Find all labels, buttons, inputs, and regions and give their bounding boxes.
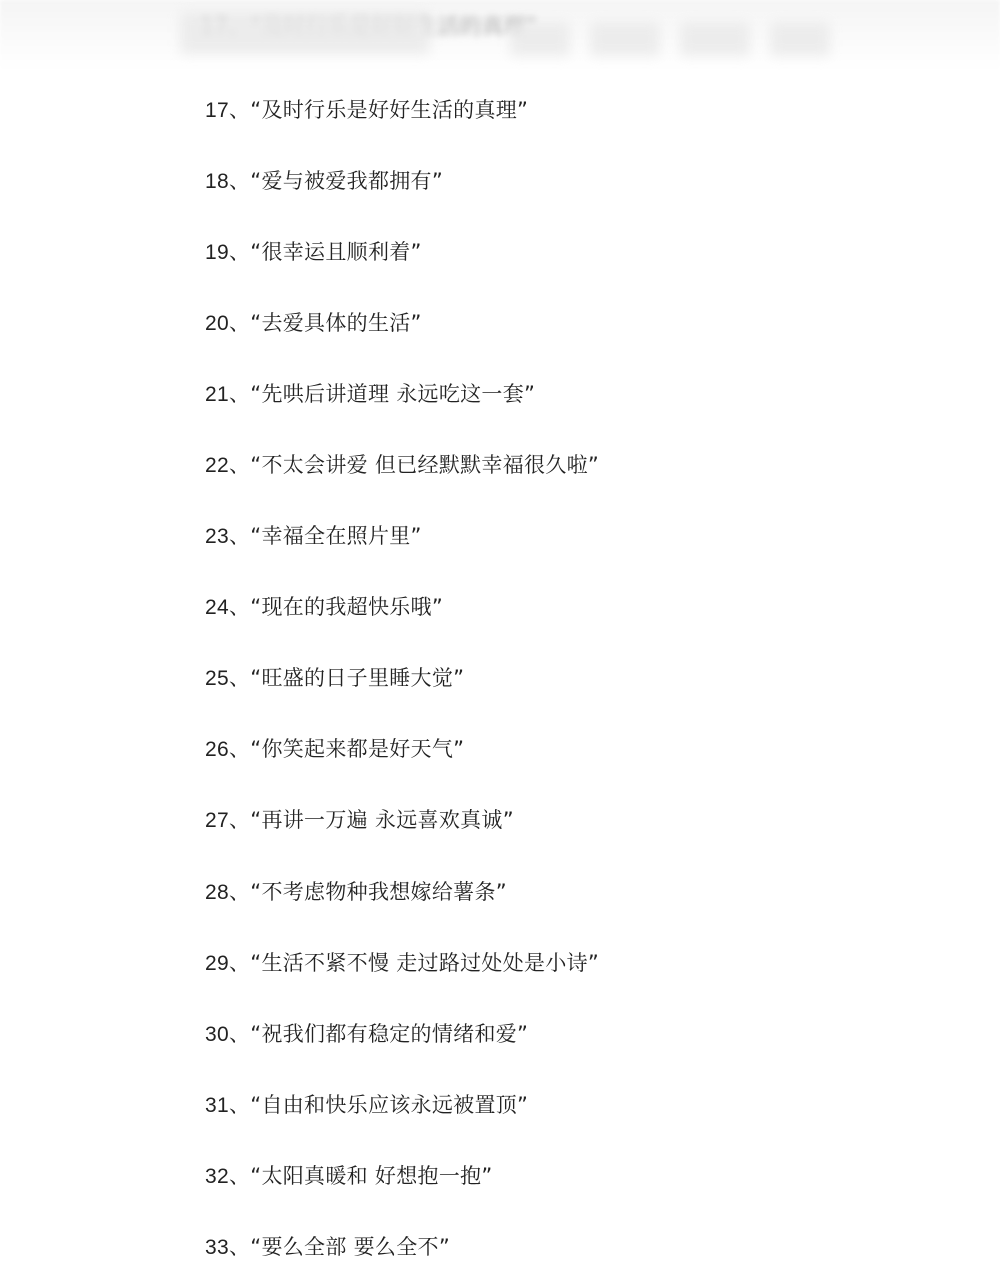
item-text: “要么全部 要么全不” xyxy=(250,1235,450,1260)
list-item xyxy=(205,784,965,855)
item-text: “很幸运且顺利着” xyxy=(250,239,422,264)
item-text: “及时行乐是好好生活的真理” xyxy=(250,97,529,122)
blurred-block xyxy=(590,22,660,56)
item-text: “祝我们都有稳定的情绪和爱” xyxy=(250,1021,529,1046)
item-text: “不考虑物种我想嫁给薯条” xyxy=(250,879,507,904)
item-text: “生活不紧不慢 走过路过处处是小诗” xyxy=(250,950,600,975)
list-item xyxy=(205,1068,965,1139)
item-text: “自由和快乐应该永远被置顶” xyxy=(250,1092,529,1117)
list-item xyxy=(205,713,965,784)
list-item xyxy=(205,855,965,926)
item-number: 23、 xyxy=(205,525,251,549)
item-number: 31、 xyxy=(205,1093,251,1117)
blurred-block xyxy=(180,12,430,54)
item-number: 24、 xyxy=(205,596,251,620)
blurred-block xyxy=(510,22,570,56)
quote-list xyxy=(205,73,965,1282)
list-item xyxy=(205,1211,965,1282)
item-number: 17、 xyxy=(205,98,251,122)
item-text: “爱与被爱我都拥有” xyxy=(250,168,444,193)
item-number: 28、 xyxy=(205,880,251,904)
list-item xyxy=(205,144,965,215)
list-item xyxy=(205,571,965,642)
list-item xyxy=(205,1139,965,1210)
item-text: “去爱具体的生活” xyxy=(250,310,422,335)
item-number: 32、 xyxy=(205,1164,251,1188)
item-text: “先哄后讲道理 永远吃这一套” xyxy=(250,381,536,406)
item-number: 20、 xyxy=(205,311,251,335)
item-number: 27、 xyxy=(205,809,251,833)
item-number: 18、 xyxy=(205,169,251,193)
item-text: “现在的我超快乐哦” xyxy=(250,595,444,620)
blurred-block xyxy=(770,22,830,56)
item-number: 22、 xyxy=(205,454,251,478)
item-text: “不太会讲爱 但已经默默幸福很久啦” xyxy=(250,453,600,478)
item-number: 33、 xyxy=(205,1236,251,1260)
list-item xyxy=(205,357,965,428)
blurred-block xyxy=(680,22,750,56)
list-item xyxy=(205,500,965,571)
item-number: 21、 xyxy=(205,382,251,406)
item-number: 29、 xyxy=(205,951,251,975)
item-number: 30、 xyxy=(205,1022,251,1046)
list-item xyxy=(205,997,965,1068)
item-text: “幸福全在照片里” xyxy=(250,524,422,549)
item-text: “太阳真暖和 好想抱一抱” xyxy=(250,1163,493,1188)
list-item xyxy=(205,73,965,144)
item-number: 25、 xyxy=(205,667,251,691)
list-item xyxy=(205,428,965,499)
item-text: “旺盛的日子里睡大觉” xyxy=(250,666,465,691)
item-number: 26、 xyxy=(205,738,251,762)
item-text: “再讲一万遍 永远喜欢真诚” xyxy=(250,808,514,833)
item-text: “你笑起来都是好天气” xyxy=(250,737,465,762)
list-item xyxy=(205,286,965,357)
list-item xyxy=(205,926,965,997)
list-item xyxy=(205,642,965,713)
item-number: 19、 xyxy=(205,240,251,264)
list-item xyxy=(205,215,965,286)
